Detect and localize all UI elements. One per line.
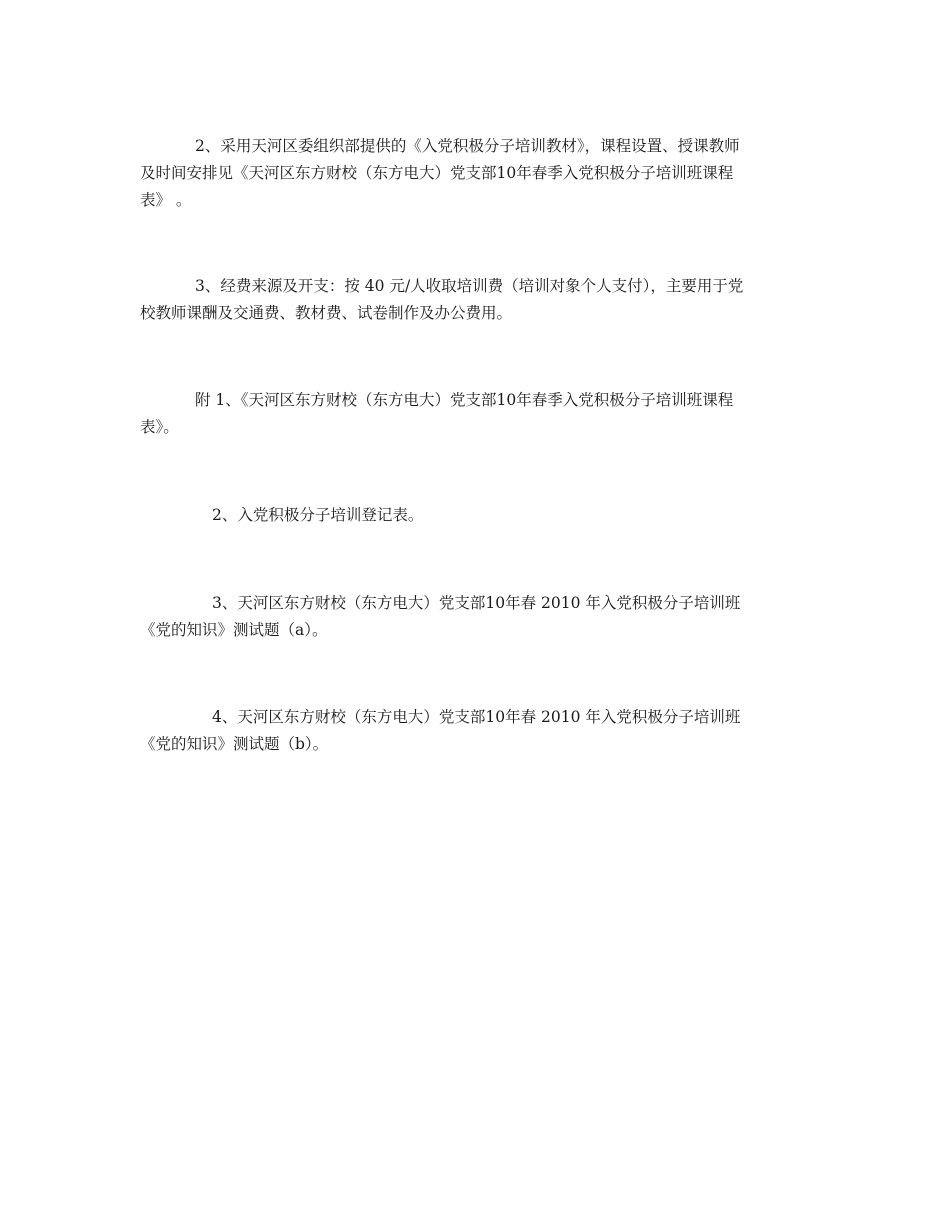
- text-line: 及时间安排见《天河区东方财校（东方电大）党支部10年春季入党积极分子培训班课程: [140, 164, 734, 182]
- text-line: 4、天河区东方财校（东方电大）党支部10年春 2010 年入党积极分子培训班: [212, 708, 741, 726]
- text-line: 2、采用天河区委组织部提供的《入党积极分子培训教材》，课程设置、授课教师: [195, 137, 740, 155]
- text-line: 表》 。: [140, 191, 192, 209]
- text-line: 3、天河区东方财校（东方电大）党支部10年春 2010 年入党积极分子培训班: [212, 594, 741, 612]
- paragraph-attachment-4: [140, 704, 805, 758]
- paragraph-attachment-1: [140, 387, 805, 441]
- text-line: 表》。: [140, 418, 179, 436]
- paragraph-funding: [140, 273, 805, 327]
- text-line: 《党的知识》测试题（a）。: [140, 621, 328, 639]
- text-line: 3、经费来源及开支：按 40 元/人收取培训费（培训对象个人支付），主要用于党: [195, 277, 744, 295]
- paragraph-attachment-2: [140, 502, 805, 529]
- paragraph-course-materials: [140, 133, 805, 214]
- text-line: 2、入党积极分子培训登记表。: [212, 506, 424, 524]
- paragraph-attachment-3: [140, 590, 805, 644]
- text-line: 附 1、《天河区东方财校（东方电大）党支部10年春季入党积极分子培训班课程: [195, 391, 734, 409]
- text-line: 校教师课酬及交通费、教材费、试卷制作及办公费用。: [140, 304, 513, 322]
- text-line: 《党的知识》测试题（b）。: [140, 735, 329, 753]
